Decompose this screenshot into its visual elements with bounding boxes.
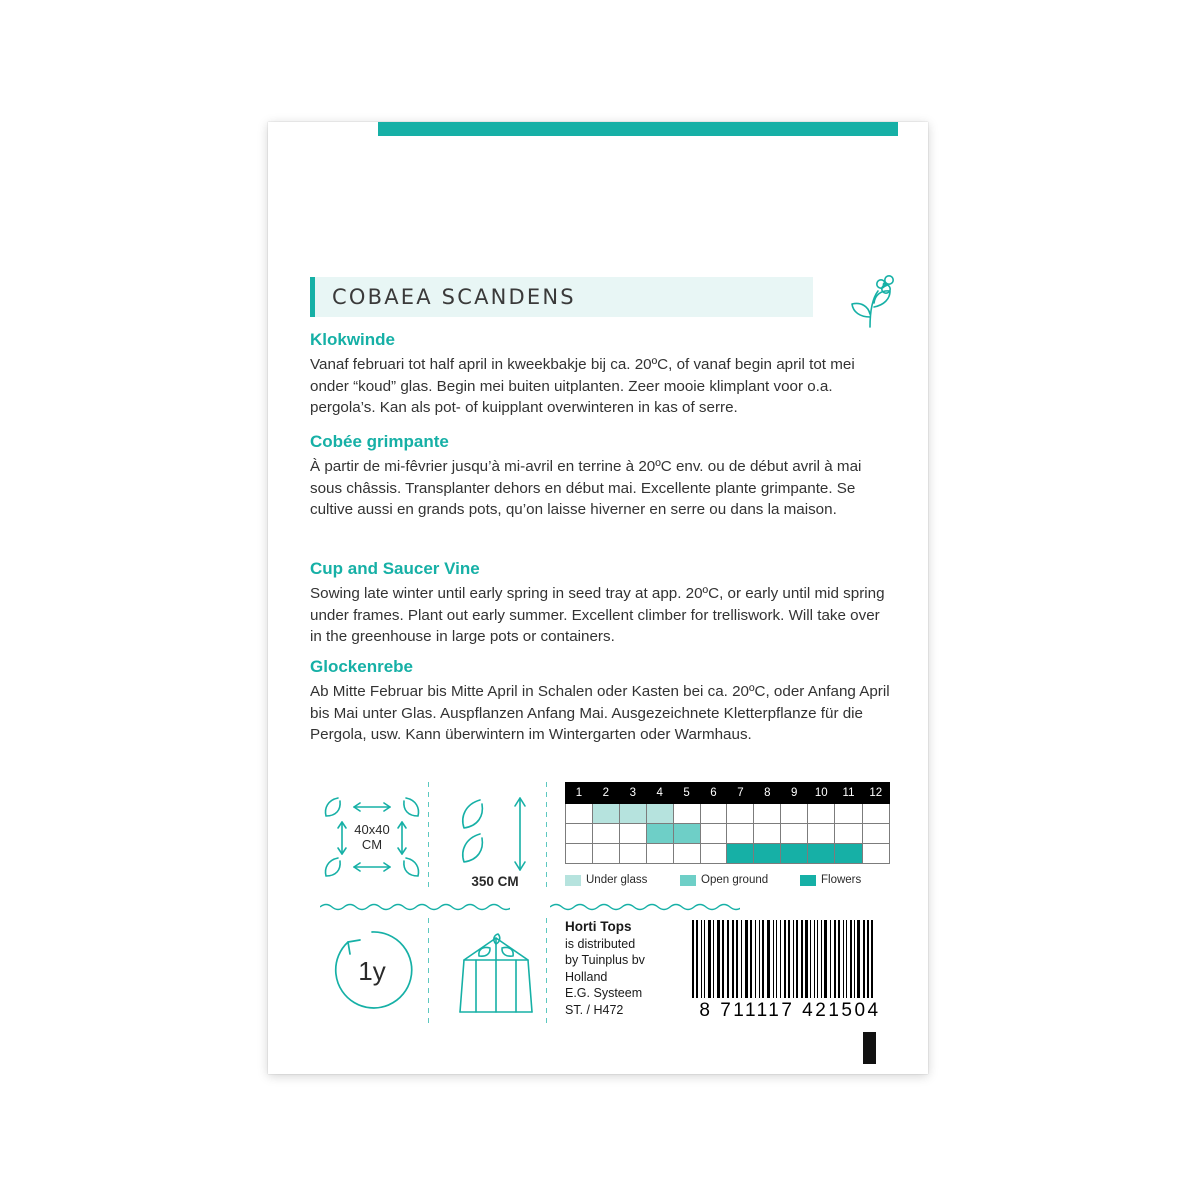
description-heading-en: Cup and Saucer Vine bbox=[310, 559, 480, 578]
calendar-month-header: 3 bbox=[619, 783, 646, 804]
calendar-month-header: 2 bbox=[592, 783, 619, 804]
legend-item-under-glass bbox=[565, 874, 647, 886]
calendar-cell bbox=[835, 804, 862, 824]
calendar-month-header: 4 bbox=[646, 783, 673, 804]
calendar-cell bbox=[592, 824, 619, 844]
calendar-row bbox=[566, 844, 890, 864]
title-row bbox=[310, 277, 890, 317]
height-label: 350 CM bbox=[471, 874, 519, 888]
divider-wave-right bbox=[550, 902, 740, 912]
sowing-calendar bbox=[565, 782, 890, 864]
calendar-month-header: 6 bbox=[700, 783, 727, 804]
description-block-en bbox=[310, 559, 890, 648]
calendar-month-header: 7 bbox=[727, 783, 754, 804]
calendar-cell bbox=[700, 824, 727, 844]
calendar-cell bbox=[700, 844, 727, 864]
description-body-en: Sowing late winter until early spring in seed tray at app. 20ºC, or early until mid spring under frames. Plant out early summer. Excellent climber for trelliswork. Will take over in the greenhouse in large pots or containers. bbox=[310, 585, 885, 646]
divider-2 bbox=[546, 782, 547, 890]
calendar-cell bbox=[835, 824, 862, 844]
calendar-cell bbox=[646, 844, 673, 864]
calendar-cell bbox=[781, 824, 808, 844]
description-body-de: Ab Mitte Februar bis Mitte April in Schalen oder Kasten bei ca. 20ºC, oder Anfang April bis Mai unter Glas. Auspflanzen Anfang Mai. Ausgezeichnete Kletterpflanze für die Pergola, usw. Kann überwintern im Wintergarten oder Warmhaus. bbox=[310, 683, 890, 744]
description-block-de bbox=[310, 657, 890, 746]
divider-4 bbox=[546, 918, 547, 1026]
description-block-fr bbox=[310, 432, 890, 521]
calendar-header-row bbox=[566, 783, 890, 804]
title-accent-bar bbox=[310, 277, 315, 317]
calendar-row bbox=[566, 824, 890, 844]
divider-3 bbox=[428, 918, 429, 1026]
barcode bbox=[690, 920, 890, 1022]
description-body-nl: Vanaf februari tot half april in kweekbakje bij ca. 20ºC, of vanaf begin april tot mei onder “koud” glas. Begin mei buiten uitplanten. Zeer mooie klimplant voor o.a. pergola’s. Kan als pot- of kuipplant overwinteren in kas of serre. bbox=[310, 356, 855, 417]
description-block-nl bbox=[310, 330, 890, 419]
calendar-month-header: 8 bbox=[754, 783, 781, 804]
legend-swatch-dark bbox=[800, 875, 816, 886]
calendar-cell bbox=[592, 804, 619, 824]
spacing-label-line2: CM bbox=[361, 837, 383, 852]
legend-label-light: Under glass bbox=[586, 874, 648, 886]
brand-line6: ST. / H472 bbox=[565, 1002, 624, 1017]
calendar-cell bbox=[754, 844, 781, 864]
plant-height-icon bbox=[450, 788, 540, 893]
calendar-cell bbox=[566, 844, 593, 864]
print-registration-mark bbox=[863, 1032, 876, 1064]
divider-1 bbox=[428, 782, 429, 890]
plant-spacing-icon bbox=[320, 788, 424, 893]
calendar-cell bbox=[646, 804, 673, 824]
leaf-flower-icon bbox=[840, 271, 914, 338]
calendar-cell bbox=[566, 804, 593, 824]
calendar-month-header: 12 bbox=[862, 783, 889, 804]
bottom-row bbox=[310, 912, 890, 1042]
calendar-month-header: 9 bbox=[781, 783, 808, 804]
annual-cycle-icon bbox=[326, 924, 418, 1021]
spacing-label-line1: 40x40 bbox=[354, 822, 390, 837]
legend-item-flowers bbox=[800, 874, 861, 886]
calendar-cell bbox=[754, 804, 781, 824]
divider-wave-left bbox=[320, 902, 510, 912]
lifecycle-label: 1y bbox=[358, 956, 386, 986]
legend-swatch-light bbox=[565, 875, 581, 886]
calendar-table bbox=[565, 782, 890, 864]
brand-line4: Holland bbox=[565, 969, 608, 984]
legend-label-dark: Flowers bbox=[821, 874, 862, 886]
calendar-cell bbox=[592, 844, 619, 864]
calendar-row bbox=[566, 804, 890, 824]
description-heading-nl: Klokwinde bbox=[310, 330, 396, 349]
top-teal-bar bbox=[378, 122, 898, 136]
calendar-cell bbox=[727, 844, 754, 864]
calendar-cell bbox=[754, 824, 781, 844]
legend-swatch-mid bbox=[680, 875, 696, 886]
calendar-cell bbox=[566, 824, 593, 844]
calendar-month-header: 1 bbox=[566, 783, 593, 804]
calendar-cell bbox=[727, 824, 754, 844]
calendar-month-header: 5 bbox=[673, 783, 700, 804]
brand-line3: by Tuinplus bv bbox=[565, 953, 645, 968]
brand-name: Horti Tops bbox=[565, 919, 632, 934]
calendar-cell bbox=[808, 804, 835, 824]
calendar-cell bbox=[781, 844, 808, 864]
calendar-cell bbox=[700, 804, 727, 824]
calendar-cell bbox=[862, 804, 889, 824]
calendar-cell bbox=[808, 824, 835, 844]
calendar-cell bbox=[619, 824, 646, 844]
calendar-cell bbox=[619, 844, 646, 864]
description-heading-de: Glockenrebe bbox=[310, 657, 413, 676]
legend-label-mid: Open ground bbox=[701, 874, 769, 886]
calendar-cell bbox=[862, 844, 889, 864]
brand-line5: E.G. Systeem bbox=[565, 986, 643, 1001]
calendar-cell bbox=[619, 804, 646, 824]
legend-item-open-ground bbox=[680, 874, 768, 886]
brand-line2: is distributed bbox=[565, 936, 636, 951]
calendar-cell bbox=[781, 804, 808, 824]
seed-packet-back bbox=[268, 122, 928, 1074]
barcode-number: 8 711117 421504 bbox=[699, 1000, 881, 1021]
calendar-month-header: 10 bbox=[808, 783, 835, 804]
calendar-cell bbox=[673, 844, 700, 864]
calendar-cell bbox=[808, 844, 835, 864]
barcode-bars bbox=[690, 920, 890, 998]
calendar-cell bbox=[727, 804, 754, 824]
greenhouse-icon bbox=[450, 926, 542, 1023]
calendar-cell bbox=[835, 844, 862, 864]
page-title: COBAEA SCANDENS bbox=[332, 285, 576, 309]
description-body-fr: À partir de mi-fêvrier jusqu’à mi-avril en terrine à 20ºC env. ou de début avril à mai sous châssis. Transplanter dehors en début mai. Excellente plante grimpante. Se cultive aussi en grands pots, qu’on laisse hiverner en serre ou dans la maison. bbox=[310, 458, 862, 519]
description-heading-fr: Cobée grimpante bbox=[310, 432, 449, 451]
calendar-cell bbox=[862, 824, 889, 844]
calendar-cell bbox=[673, 824, 700, 844]
calendar-cell bbox=[673, 804, 700, 824]
calendar-cell bbox=[646, 824, 673, 844]
calendar-month-header: 11 bbox=[835, 783, 862, 804]
brand-info bbox=[565, 918, 645, 1018]
